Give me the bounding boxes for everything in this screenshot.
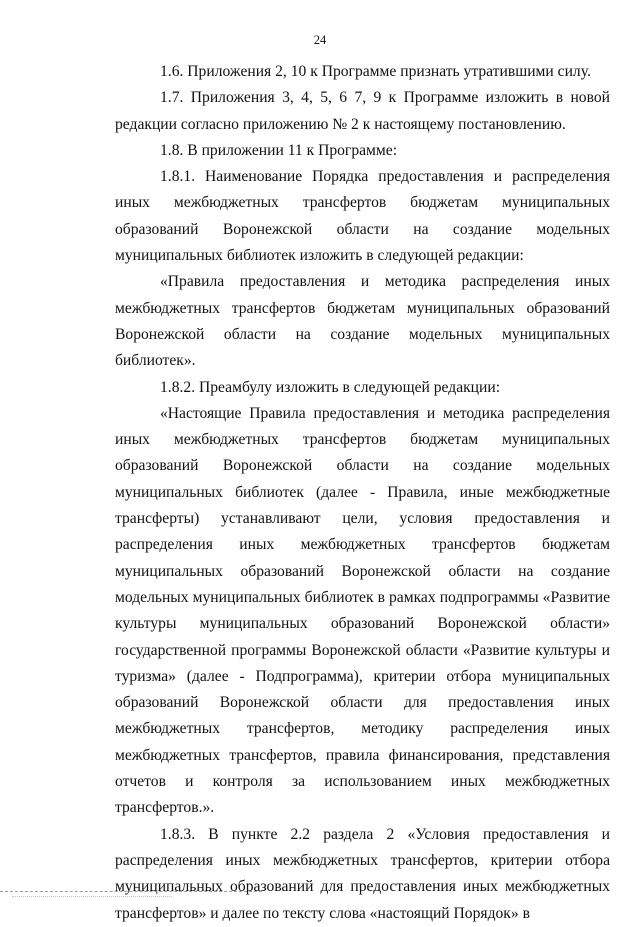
paragraph-quoted-preamble: «Настоящие Правила предоставления и методика распределения иных межбюджетных трансфертов бюджетам муниципальных образований Воронежской области на создание модельных муниципальных библиотек (далее - Правила, иные межбюджетные трансферты) устанавливают цели, условия предоставления и распределения иных межбюджетных трансфертов бюджетам муниципальных образований Воронежской области на создание модельных муниципальных библиотек в рамках подпрограммы «Развитие культуры муниципальных образований Воронежской области» государственной программы Воронежской области «Развитие культуры и туризма» (далее - Подпрограмма), критерии отбора муниципальных образований Воронежской области для предоставления иных межбюджетных трансфертов, методику распределения иных межбюджетных трансфертов, правила финансирования, представления отчетов и контроля за использованием иных межбюджетных трансфертов.». xyxy=(115,404,610,817)
document-body xyxy=(115,59,610,927)
page-number: 24 xyxy=(313,33,327,47)
scan-edge-rule xyxy=(0,891,262,892)
paragraph-1-7: 1.7. Приложения 3, 4, 5, 6 7, 9 к Программе изложить в новой редакции согласно приложению № 2 к настоящему постановлению. xyxy=(115,89,610,133)
paragraph-quoted-title: «Правила предоставления и методика распределения иных межбюджетных трансфертов бюджетам муниципальных образований Воронежской области на создание модельных муниципальных библиотек». xyxy=(115,273,610,370)
paragraph-1-8-1: 1.8.1. Наименование Порядка предоставления и распределения иных межбюджетных трансфертов бюджетам муниципальных образований Воронежской области на создание модельных муниципальных библиотек изложить в следующей редакции: xyxy=(115,168,610,265)
paragraph-1-8: 1.8. В приложении 11 к Программе: xyxy=(160,141,398,159)
scan-edge-rule-secondary xyxy=(12,896,172,897)
paragraph-1-8-3: 1.8.3. В пункте 2.2 раздела 2 «Условия предоставления и распределения иных межбюджетных трансфертов, критерии отбора муниципальных образований для предоставления иных межбюджетных трансфертов» и далее по тексту слова «настоящий Порядок» в xyxy=(115,825,610,922)
paragraph-1-6: 1.6. Приложения 2, 10 к Программе признать утратившими силу. xyxy=(160,63,591,80)
paragraph-1-8-2: 1.8.2. Преамбулу изложить в следующей редакции: xyxy=(160,378,501,396)
